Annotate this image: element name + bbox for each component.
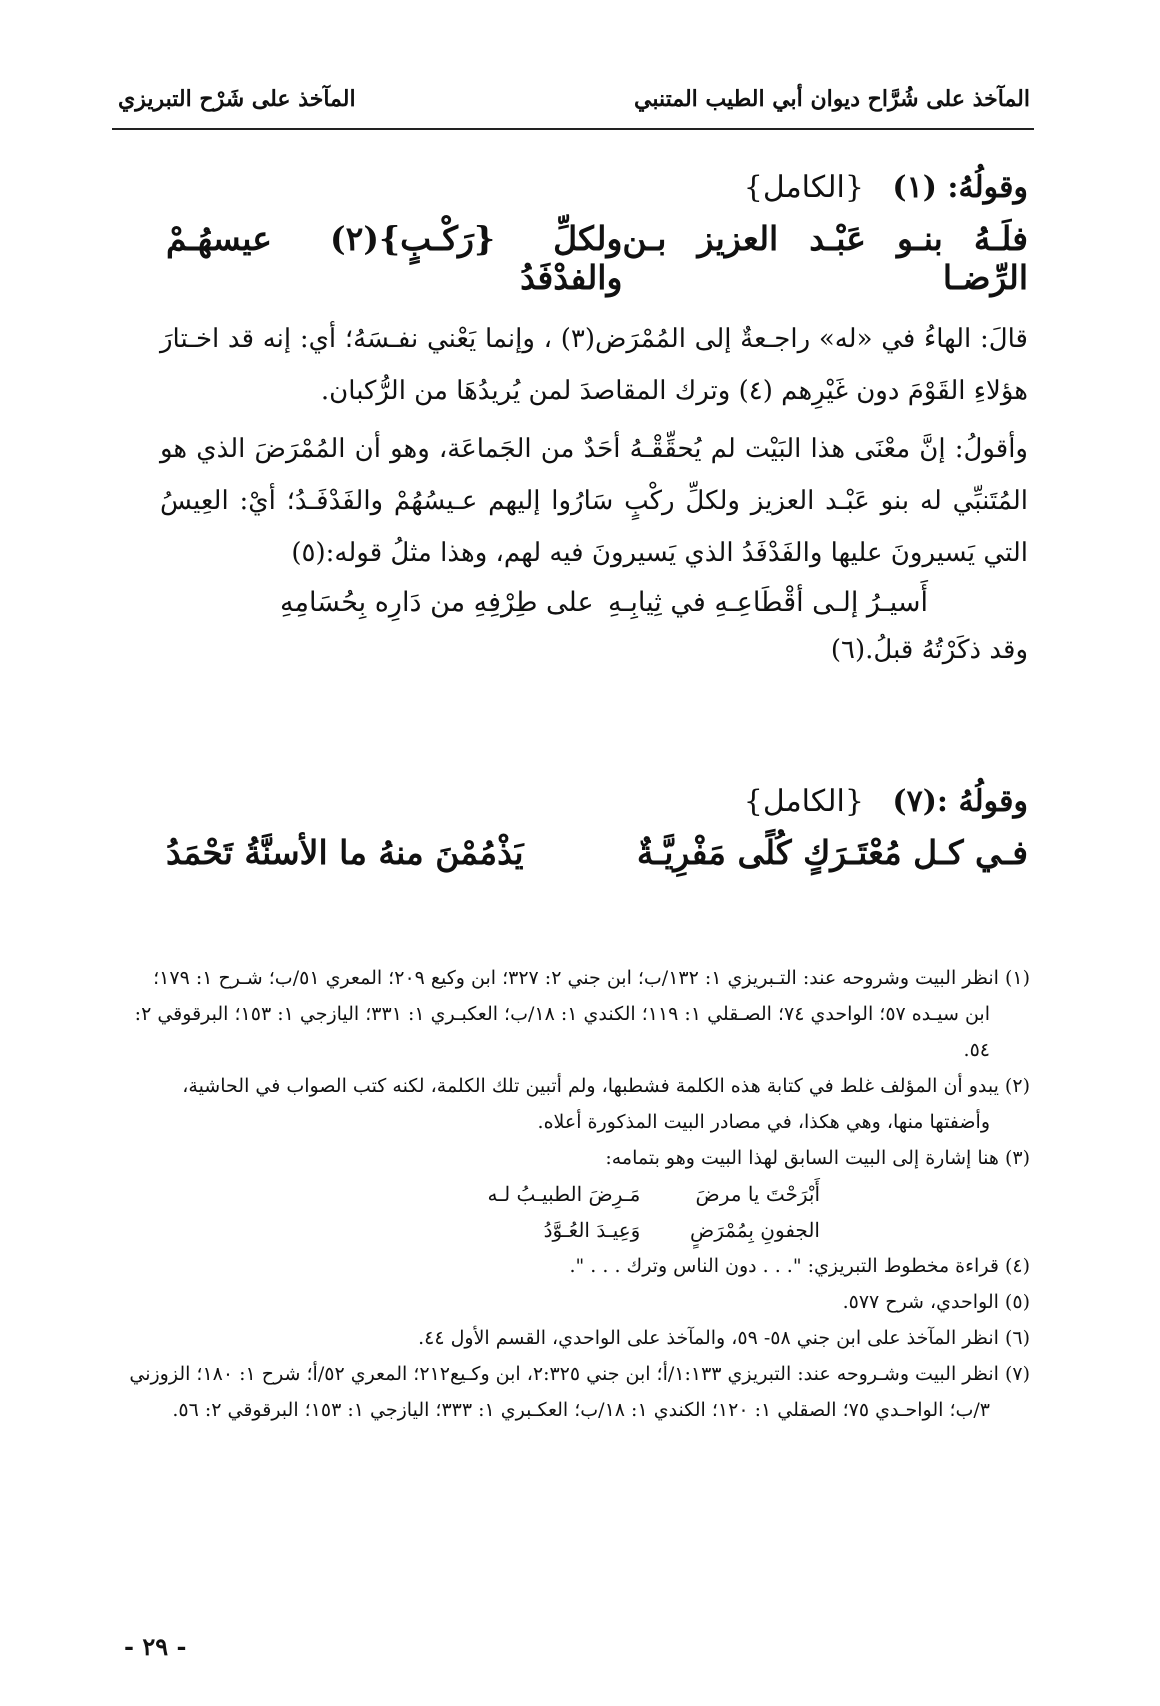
section1-intro-label: وقولُهُ: (١) — [892, 170, 1028, 205]
footnote-3-verse — [464, 1176, 820, 1248]
section2-meter: {الكامل} — [743, 784, 864, 819]
section2-intro-label: وقولُهُ :(٧) — [892, 784, 1028, 819]
header-right-title: المآخذ على شُرَّاح ديوان أبي الطيب المتنبي — [634, 86, 1030, 112]
section1-intro — [160, 170, 1028, 205]
footnote-3-verse-second-hemistich: مَـرِضَ الطبيـبُ لـه وَعِيـدَ العُـوَّدُ — [487, 1182, 641, 1242]
section1-verse — [160, 219, 1028, 297]
footnote-1: (١) انظر البيت وشروحه عند: التـبريزي ١: ١٣٢/ب؛ ابن جني ٢: ٣٢٧؛ ابن وكيع ٢٠٩؛ المعري ٥١/ب؛ شـرح ١: ١٧٩؛ ابن سيـده ٥٧؛ الواحدي ٧٤؛ الصـقلي ١: ١١٩؛ الكندي ١: ١٨/ب؛ العكبـري ١: ٣٣١؛ اليازجي ١: ١٥٣؛ البرقوقي ٢: ٥٤. — [134, 967, 1030, 1061]
section2-verse-first-hemistich: فـي كـل مُعْتَـرَكٍ كُلًى مَفْرِيَّـةٌ — [636, 833, 1028, 872]
section2-verse — [160, 833, 1028, 872]
section-spacer — [160, 676, 1028, 784]
commentary-paragraph-1: قالَ: الهاءُ في «له» راجـعةٌ إلى المُمْرَض(٣) ، وإنما يَعْني نفـسَهُ؛ أي: إنه قد اخـتارَ هؤلاءِ القَوْمَ دون غَيْرِهم (٤) وترك المقاصدَ لمن يُريدُهَا من الرُّكبان. — [160, 324, 1028, 406]
footnote-3-verse-first-hemistich: أَبْرَحْتَ يا مرضَ الجفونِ بِمُمْرَضٍ — [690, 1182, 820, 1242]
section2-intro — [160, 784, 1028, 819]
footnote-7: (٧) انظر البيت وشـروحه عند: التبريزي ١:١٣٣/أ؛ ابن جني ٢:٣٢٥، ابن وكـيع٢١٢؛ المعري ٥٢/أ؛ شرح ١: ١٨٠؛ الزوزني ٣/ب؛ الواحـدي ٧٥؛ الصقلي ١: ١٢٠؛ الكندي ١: ١٨/ب؛ العكـبري ١: ٣٣٣؛ اليازجي ١: ١٥٣؛ البرقوقي ٢: ٥٦. — [129, 1363, 1030, 1421]
running-header — [118, 86, 1030, 112]
page-number: - ٢٩ - — [124, 1632, 187, 1661]
footnote-3: (٣) هنا إشارة إلى البيت السابق لهذا البيت وهو بتمامه: — [605, 1147, 1030, 1169]
header-rule — [112, 128, 1034, 130]
quoted-verse-first-hemistich: أَسيـرُ إلـى أقْطَاعِـهِ في ثِيابِـهِ — [607, 587, 928, 618]
footnote-4: (٤) قراءة مخطوط التبريزي: ". . . دون الناس وترك . . . ". — [569, 1255, 1030, 1277]
quoted-verse-second-hemistich: على طِرْفِهِ من دَارِه بِحُسَامِهِ — [280, 587, 594, 618]
main-text — [160, 170, 1028, 888]
section2-verse-second-hemistich: يَذْمُمْنَ منهُ ما الأسنَّةُ تَحْمَدُ — [166, 833, 524, 872]
commentary-paragraph-2: وأقولُ: إنَّ معْنَى هذا البَيْت لم يُحقِّقْـهُ أحَدٌ من الجَماعَة، وهو أن المُمْرَضَ الذي هو المُتَنبِّي له بنو عَبْـد العزيز ولكلِّ ركْبٍ سَارُوا إليهم عـيسُهُمْ والفَدْفَـدُ؛ أيْ: العِيسُ التي يَسيرونَ عليها والفَدْفَدُ الذي يَسيرونَ فيه لهم، وهذا مثلُ قوله:(٥) — [160, 434, 1028, 568]
section1-verse-second-hemistich: ولكلِّ {رَكْـبٍ}(٢) عيسهُـمْ والفدْفَدُ — [166, 219, 623, 297]
quoted-verse — [280, 587, 928, 618]
footnote-5: (٥) الواحدي، شرح ٥٧٧. — [842, 1291, 1030, 1313]
section1-verse-first-hemistich: فلَـهُ بنـو عَبْـد العزيز بـن الرِّضـا — [622, 219, 1028, 297]
footnote-2: (٢) يبدو أن المؤلف غلط في كتابة هذه الكلمة فشطبها، ولم أتبين تلك الكلمة، لكنه كتب الصواب في الحاشية، وأضفتها منها، وهي هكذا، في مصادر البيت المذكورة أعلاه. — [182, 1075, 1030, 1133]
commentary-paragraph-3: وقد ذكَرْتُهُ قبلُ.(٦) — [830, 635, 1028, 665]
section1-meter: {الكامل} — [743, 170, 864, 205]
footnote-6: (٦) انظر المآخذ على ابن جني ٥٨- ٥٩، والمآخذ على الواحدي، القسم الأول ٤٤. — [418, 1327, 1030, 1349]
header-left-title: المآخذ على شَرْح التبريزي — [118, 86, 356, 112]
footnotes — [124, 960, 1030, 1428]
